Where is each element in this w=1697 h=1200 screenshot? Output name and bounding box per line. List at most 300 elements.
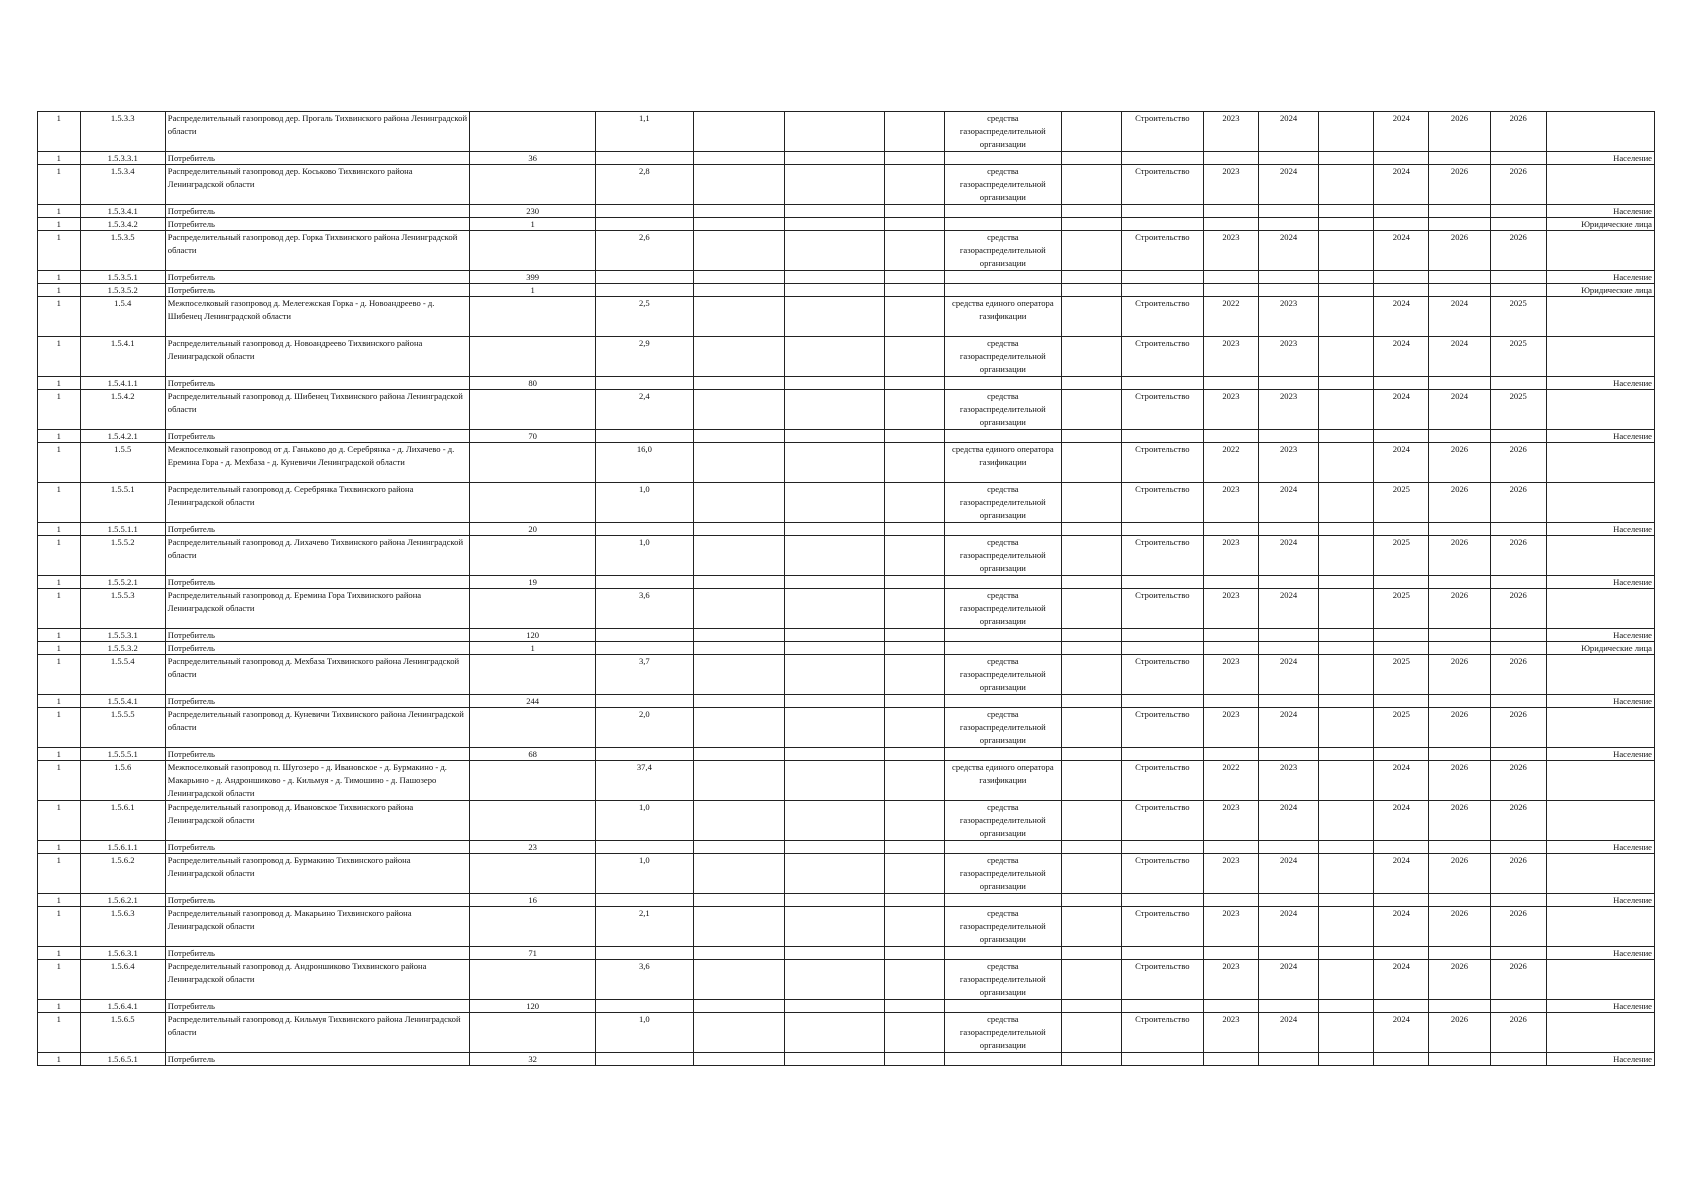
construction-start-year-cell <box>1374 152 1429 165</box>
empty-cell <box>1319 576 1374 589</box>
object-name-cell: Потребитель <box>165 1000 469 1013</box>
empty-cell <box>1061 629 1121 642</box>
consumer-category-cell <box>1546 655 1654 695</box>
empty-cell <box>1061 152 1121 165</box>
empty-cell <box>1319 695 1374 708</box>
length-cell <box>596 271 694 284</box>
empty-cell <box>1319 443 1374 483</box>
length-cell: 2,0 <box>596 708 694 748</box>
commissioning-year-cell: 2026 <box>1490 655 1546 695</box>
construction-start-year-cell: 2024 <box>1374 297 1429 337</box>
consumer-count-cell: 70 <box>470 430 596 443</box>
funding-source-cell: средства единого оператора газификации <box>945 761 1061 801</box>
empty-cell <box>693 165 784 205</box>
length-cell: 1,1 <box>596 112 694 152</box>
work-type-cell: Строительство <box>1121 483 1203 523</box>
design-start-year-cell <box>1203 377 1258 390</box>
empty-cell <box>884 297 944 337</box>
construction-end-year-cell: 2026 <box>1429 165 1490 205</box>
empty-cell <box>884 761 944 801</box>
empty-cell <box>785 748 885 761</box>
empty-cell <box>693 801 784 841</box>
consumer-count-cell <box>470 761 596 801</box>
design-end-year-cell <box>1258 430 1318 443</box>
item-number-cell: 1.5.5.1 <box>80 483 165 523</box>
commissioning-year-cell: 2026 <box>1490 761 1546 801</box>
consumer-count-cell <box>470 536 596 576</box>
construction-start-year-cell: 2024 <box>1374 165 1429 205</box>
consumer-category-cell: Население <box>1546 841 1654 854</box>
empty-cell <box>693 761 784 801</box>
length-cell <box>596 629 694 642</box>
empty-cell <box>785 165 885 205</box>
item-number-cell: 1.5.6.2.1 <box>80 894 165 907</box>
empty-cell <box>785 1013 885 1053</box>
consumer-row <box>38 523 1655 536</box>
work-type-cell <box>1121 576 1203 589</box>
section-number-cell: 1 <box>38 1053 81 1066</box>
empty-cell <box>785 284 885 297</box>
empty-cell <box>1319 523 1374 536</box>
empty-cell <box>1319 483 1374 523</box>
construction-end-year-cell: 2026 <box>1429 483 1490 523</box>
empty-cell <box>1061 1000 1121 1013</box>
empty-cell <box>1319 1000 1374 1013</box>
empty-cell <box>884 1013 944 1053</box>
consumer-row <box>38 377 1655 390</box>
item-number-cell: 1.5.4 <box>80 297 165 337</box>
object-name-cell: Потребитель <box>165 947 469 960</box>
construction-start-year-cell: 2024 <box>1374 801 1429 841</box>
object-name-cell: Распределительный газопровод д. Серебрянка Тихвинского района Ленинградской области <box>165 483 469 523</box>
design-start-year-cell <box>1203 1000 1258 1013</box>
design-end-year-cell <box>1258 695 1318 708</box>
section-number-cell: 1 <box>38 947 81 960</box>
pipeline-row <box>38 761 1655 801</box>
design-end-year-cell: 2023 <box>1258 443 1318 483</box>
empty-cell <box>884 271 944 284</box>
design-end-year-cell <box>1258 894 1318 907</box>
funding-source-cell <box>945 894 1061 907</box>
design-start-year-cell: 2023 <box>1203 231 1258 271</box>
construction-end-year-cell <box>1429 947 1490 960</box>
construction-start-year-cell <box>1374 205 1429 218</box>
empty-cell <box>884 112 944 152</box>
empty-cell <box>884 589 944 629</box>
consumer-count-cell: 399 <box>470 271 596 284</box>
construction-start-year-cell <box>1374 271 1429 284</box>
empty-cell <box>1319 337 1374 377</box>
construction-start-year-cell <box>1374 523 1429 536</box>
construction-end-year-cell <box>1429 841 1490 854</box>
object-name-cell: Межпоселковый газопровод п. Шугозеро - д. Ивановское - д. Бурмакино - д. Макарьино - д. Андроншиково - д. Кильмуя - д. Тимошино - д. Пашозеро Ленинградской области <box>165 761 469 801</box>
item-number-cell: 1.5.5 <box>80 443 165 483</box>
commissioning-year-cell: 2026 <box>1490 443 1546 483</box>
consumer-count-cell: 16 <box>470 894 596 907</box>
empty-cell <box>785 894 885 907</box>
empty-cell <box>1061 761 1121 801</box>
design-start-year-cell: 2023 <box>1203 801 1258 841</box>
funding-source-cell: средства газораспределительной организации <box>945 337 1061 377</box>
empty-cell <box>785 708 885 748</box>
work-type-cell: Строительство <box>1121 443 1203 483</box>
empty-cell <box>884 483 944 523</box>
empty-cell <box>1061 231 1121 271</box>
construction-start-year-cell: 2025 <box>1374 589 1429 629</box>
funding-source-cell <box>945 284 1061 297</box>
funding-source-cell: средства газораспределительной организации <box>945 655 1061 695</box>
section-number-cell: 1 <box>38 894 81 907</box>
pipeline-row <box>38 854 1655 894</box>
length-cell: 2,9 <box>596 337 694 377</box>
empty-cell <box>1319 589 1374 629</box>
empty-cell <box>1061 536 1121 576</box>
construction-start-year-cell <box>1374 377 1429 390</box>
design-start-year-cell: 2023 <box>1203 589 1258 629</box>
design-start-year-cell: 2023 <box>1203 854 1258 894</box>
empty-cell <box>1061 708 1121 748</box>
item-number-cell: 1.5.5.3.1 <box>80 629 165 642</box>
item-number-cell: 1.5.6.5 <box>80 1013 165 1053</box>
construction-start-year-cell <box>1374 629 1429 642</box>
object-name-cell: Потребитель <box>165 629 469 642</box>
consumer-category-cell <box>1546 483 1654 523</box>
commissioning-year-cell <box>1490 218 1546 231</box>
consumer-count-cell: 1 <box>470 642 596 655</box>
length-cell <box>596 642 694 655</box>
empty-cell <box>1319 629 1374 642</box>
work-type-cell: Строительство <box>1121 297 1203 337</box>
length-cell <box>596 748 694 761</box>
construction-end-year-cell: 2026 <box>1429 960 1490 1000</box>
pipeline-row <box>38 390 1655 430</box>
funding-source-cell <box>945 576 1061 589</box>
construction-end-year-cell <box>1429 205 1490 218</box>
empty-cell <box>785 112 885 152</box>
design-start-year-cell: 2022 <box>1203 443 1258 483</box>
consumer-row <box>38 695 1655 708</box>
section-number-cell: 1 <box>38 483 81 523</box>
consumer-count-cell <box>470 297 596 337</box>
funding-source-cell <box>945 841 1061 854</box>
consumer-count-cell: 80 <box>470 377 596 390</box>
empty-cell <box>1061 894 1121 907</box>
empty-cell <box>1319 801 1374 841</box>
pipeline-row <box>38 708 1655 748</box>
item-number-cell: 1.5.6.1 <box>80 801 165 841</box>
work-type-cell: Строительство <box>1121 536 1203 576</box>
work-type-cell <box>1121 284 1203 297</box>
consumer-category-cell <box>1546 761 1654 801</box>
length-cell: 2,8 <box>596 165 694 205</box>
object-name-cell: Потребитель <box>165 576 469 589</box>
length-cell: 2,6 <box>596 231 694 271</box>
empty-cell <box>1319 297 1374 337</box>
section-number-cell: 1 <box>38 377 81 390</box>
commissioning-year-cell <box>1490 430 1546 443</box>
design-end-year-cell <box>1258 642 1318 655</box>
commissioning-year-cell: 2026 <box>1490 231 1546 271</box>
section-number-cell: 1 <box>38 761 81 801</box>
consumer-category-cell <box>1546 589 1654 629</box>
commissioning-year-cell: 2026 <box>1490 1013 1546 1053</box>
consumer-count-cell <box>470 390 596 430</box>
construction-end-year-cell: 2026 <box>1429 1013 1490 1053</box>
construction-end-year-cell <box>1429 576 1490 589</box>
consumer-category-cell <box>1546 536 1654 576</box>
construction-start-year-cell <box>1374 748 1429 761</box>
length-cell: 1,0 <box>596 1013 694 1053</box>
empty-cell <box>1319 748 1374 761</box>
pipeline-row <box>38 231 1655 271</box>
empty-cell <box>785 152 885 165</box>
length-cell <box>596 430 694 443</box>
consumer-row <box>38 947 1655 960</box>
object-name-cell: Распределительный газопровод д. Лихачево Тихвинского района Ленинградской области <box>165 536 469 576</box>
section-number-cell: 1 <box>38 801 81 841</box>
empty-cell <box>1319 430 1374 443</box>
empty-cell <box>1061 112 1121 152</box>
item-number-cell: 1.5.6.4 <box>80 960 165 1000</box>
empty-cell <box>693 655 784 695</box>
object-name-cell: Потребитель <box>165 430 469 443</box>
funding-source-cell <box>945 430 1061 443</box>
design-start-year-cell: 2023 <box>1203 390 1258 430</box>
funding-source-cell: средства газораспределительной организации <box>945 390 1061 430</box>
construction-start-year-cell: 2024 <box>1374 112 1429 152</box>
consumer-category-cell: Население <box>1546 430 1654 443</box>
work-type-cell <box>1121 629 1203 642</box>
pipeline-row <box>38 1013 1655 1053</box>
empty-cell <box>785 205 885 218</box>
empty-cell <box>884 642 944 655</box>
construction-start-year-cell <box>1374 695 1429 708</box>
item-number-cell: 1.5.3.5 <box>80 231 165 271</box>
consumer-count-cell: 36 <box>470 152 596 165</box>
commissioning-year-cell <box>1490 695 1546 708</box>
design-end-year-cell <box>1258 523 1318 536</box>
empty-cell <box>785 854 885 894</box>
section-number-cell: 1 <box>38 576 81 589</box>
consumer-category-cell: Юридические лица <box>1546 218 1654 231</box>
consumer-count-cell: 1 <box>470 284 596 297</box>
empty-cell <box>884 708 944 748</box>
consumer-category-cell <box>1546 390 1654 430</box>
empty-cell <box>884 748 944 761</box>
empty-cell <box>884 907 944 947</box>
object-name-cell: Потребитель <box>165 1053 469 1066</box>
empty-cell <box>1319 854 1374 894</box>
design-end-year-cell <box>1258 152 1318 165</box>
funding-source-cell <box>945 377 1061 390</box>
design-start-year-cell <box>1203 218 1258 231</box>
consumer-category-cell <box>1546 297 1654 337</box>
object-name-cell: Потребитель <box>165 284 469 297</box>
construction-end-year-cell: 2026 <box>1429 536 1490 576</box>
work-type-cell: Строительство <box>1121 112 1203 152</box>
section-number-cell: 1 <box>38 907 81 947</box>
empty-cell <box>1061 642 1121 655</box>
consumer-count-cell: 68 <box>470 748 596 761</box>
empty-cell <box>693 112 784 152</box>
empty-cell <box>1061 1013 1121 1053</box>
commissioning-year-cell <box>1490 1000 1546 1013</box>
item-number-cell: 1.5.4.1.1 <box>80 377 165 390</box>
empty-cell <box>884 655 944 695</box>
length-cell <box>596 1053 694 1066</box>
empty-cell <box>693 841 784 854</box>
empty-cell <box>884 576 944 589</box>
design-end-year-cell <box>1258 205 1318 218</box>
funding-source-cell: средства газораспределительной организации <box>945 907 1061 947</box>
empty-cell <box>1061 655 1121 695</box>
empty-cell <box>884 390 944 430</box>
work-type-cell: Строительство <box>1121 231 1203 271</box>
commissioning-year-cell <box>1490 152 1546 165</box>
empty-cell <box>884 205 944 218</box>
empty-cell <box>1319 1013 1374 1053</box>
empty-cell <box>1319 960 1374 1000</box>
consumer-count-cell <box>470 655 596 695</box>
funding-source-cell <box>945 748 1061 761</box>
item-number-cell: 1.5.6.3 <box>80 907 165 947</box>
empty-cell <box>785 1053 885 1066</box>
design-start-year-cell <box>1203 152 1258 165</box>
design-start-year-cell: 2023 <box>1203 112 1258 152</box>
length-cell: 1,0 <box>596 854 694 894</box>
empty-cell <box>1061 1053 1121 1066</box>
work-type-cell <box>1121 218 1203 231</box>
design-start-year-cell <box>1203 1053 1258 1066</box>
item-number-cell: 1.5.5.5.1 <box>80 748 165 761</box>
design-start-year-cell: 2023 <box>1203 165 1258 205</box>
construction-start-year-cell <box>1374 218 1429 231</box>
object-name-cell: Межпоселковый газопровод от д. Ганьково до д. Серебрянка - д. Лихачево - д. Еремина Гора - д. Мехбаза - д. Куневичи Ленинградской области <box>165 443 469 483</box>
construction-start-year-cell: 2024 <box>1374 761 1429 801</box>
empty-cell <box>1319 761 1374 801</box>
work-type-cell: Строительство <box>1121 801 1203 841</box>
section-number-cell: 1 <box>38 152 81 165</box>
empty-cell <box>1319 655 1374 695</box>
section-number-cell: 1 <box>38 271 81 284</box>
funding-source-cell: средства газораспределительной организации <box>945 231 1061 271</box>
work-type-cell: Строительство <box>1121 854 1203 894</box>
length-cell: 3,6 <box>596 589 694 629</box>
empty-cell <box>884 284 944 297</box>
empty-cell <box>1061 576 1121 589</box>
design-end-year-cell <box>1258 284 1318 297</box>
commissioning-year-cell <box>1490 1053 1546 1066</box>
empty-cell <box>693 430 784 443</box>
commissioning-year-cell: 2026 <box>1490 708 1546 748</box>
construction-start-year-cell <box>1374 1000 1429 1013</box>
design-end-year-cell <box>1258 576 1318 589</box>
construction-end-year-cell <box>1429 894 1490 907</box>
pipeline-row <box>38 297 1655 337</box>
empty-cell <box>1319 894 1374 907</box>
empty-cell <box>884 841 944 854</box>
funding-source-cell: средства газораспределительной организации <box>945 960 1061 1000</box>
construction-end-year-cell <box>1429 152 1490 165</box>
commissioning-year-cell: 2026 <box>1490 589 1546 629</box>
empty-cell <box>785 841 885 854</box>
construction-end-year-cell: 2026 <box>1429 854 1490 894</box>
pipeline-row <box>38 483 1655 523</box>
construction-start-year-cell: 2025 <box>1374 536 1429 576</box>
consumer-category-cell: Население <box>1546 695 1654 708</box>
consumer-count-cell: 120 <box>470 629 596 642</box>
empty-cell <box>1061 907 1121 947</box>
empty-cell <box>785 297 885 337</box>
object-name-cell: Распределительный газопровод д. Новоандреево Тихвинского района Ленинградской области <box>165 337 469 377</box>
funding-source-cell: средства газораспределительной организации <box>945 708 1061 748</box>
design-start-year-cell <box>1203 695 1258 708</box>
work-type-cell: Строительство <box>1121 907 1203 947</box>
consumer-row <box>38 748 1655 761</box>
consumer-count-cell <box>470 1013 596 1053</box>
item-number-cell: 1.5.5.2.1 <box>80 576 165 589</box>
empty-cell <box>1061 854 1121 894</box>
construction-start-year-cell <box>1374 642 1429 655</box>
work-type-cell: Строительство <box>1121 165 1203 205</box>
empty-cell <box>1061 443 1121 483</box>
consumer-row <box>38 841 1655 854</box>
construction-start-year-cell: 2024 <box>1374 854 1429 894</box>
empty-cell <box>693 377 784 390</box>
construction-end-year-cell <box>1429 377 1490 390</box>
empty-cell <box>785 655 885 695</box>
consumer-count-cell <box>470 907 596 947</box>
design-start-year-cell <box>1203 748 1258 761</box>
section-number-cell: 1 <box>38 284 81 297</box>
consumer-category-cell: Население <box>1546 152 1654 165</box>
empty-cell <box>785 947 885 960</box>
length-cell: 2,1 <box>596 907 694 947</box>
section-number-cell: 1 <box>38 443 81 483</box>
empty-cell <box>785 337 885 377</box>
empty-cell <box>1061 960 1121 1000</box>
design-end-year-cell: 2024 <box>1258 854 1318 894</box>
empty-cell <box>693 854 784 894</box>
empty-cell <box>785 231 885 271</box>
design-end-year-cell: 2023 <box>1258 761 1318 801</box>
object-name-cell: Распределительный газопровод д. Андроншиково Тихвинского района Ленинградской области <box>165 960 469 1000</box>
design-end-year-cell <box>1258 271 1318 284</box>
empty-cell <box>693 629 784 642</box>
length-cell: 2,4 <box>596 390 694 430</box>
work-type-cell <box>1121 894 1203 907</box>
empty-cell <box>693 390 784 430</box>
table-body <box>38 112 1655 1066</box>
empty-cell <box>785 642 885 655</box>
work-type-cell <box>1121 642 1203 655</box>
work-type-cell: Строительство <box>1121 708 1203 748</box>
object-name-cell: Распределительный газопровод дер. Прогаль Тихвинского района Ленинградской области <box>165 112 469 152</box>
construction-start-year-cell <box>1374 947 1429 960</box>
empty-cell <box>884 854 944 894</box>
construction-end-year-cell <box>1429 523 1490 536</box>
empty-cell <box>884 443 944 483</box>
design-start-year-cell <box>1203 894 1258 907</box>
empty-cell <box>1319 642 1374 655</box>
pipeline-row <box>38 960 1655 1000</box>
empty-cell <box>693 205 784 218</box>
commissioning-year-cell: 2026 <box>1490 854 1546 894</box>
design-end-year-cell: 2023 <box>1258 297 1318 337</box>
section-number-cell: 1 <box>38 205 81 218</box>
consumer-category-cell <box>1546 708 1654 748</box>
consumer-category-cell <box>1546 337 1654 377</box>
